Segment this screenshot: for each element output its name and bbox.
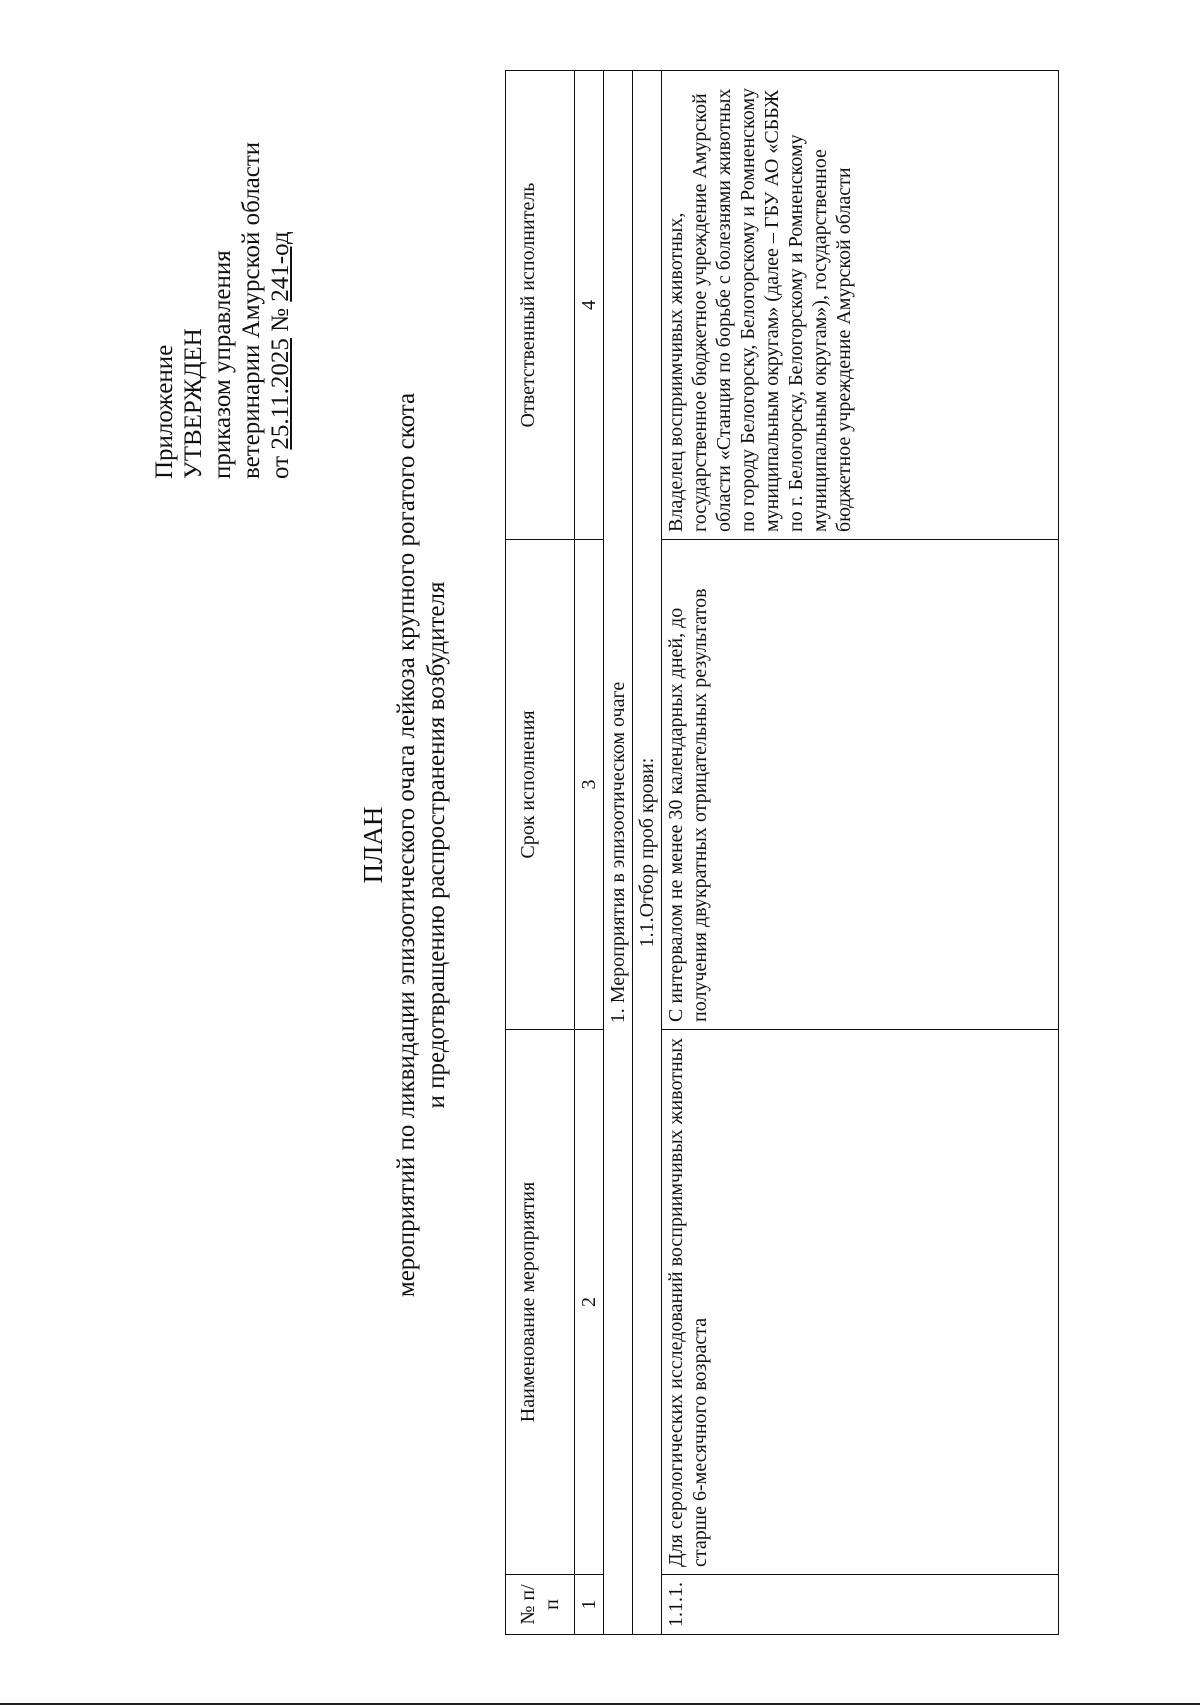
subsection-title: 1.1.Отбор проб крови:	[633, 71, 662, 1635]
subsection-row	[633, 71, 662, 1635]
approval-date: 25.11.2025	[267, 338, 294, 450]
title-line-1: мероприятий по ликвидации эпизоотического очага лейкоза крупного рогатого скота	[393, 392, 420, 1298]
date-prefix: от	[267, 449, 294, 479]
title-line-2: и предотвращению распространения возбудителя	[423, 581, 450, 1109]
title-main: ПЛАН	[358, 806, 388, 884]
row-name: Для серологических исследований восприимчивых животных старше 6-месячного возраста	[662, 1030, 1059, 1575]
header-row	[506, 71, 575, 1635]
document-title	[358, 125, 452, 1565]
colnum-2: 2	[575, 1030, 604, 1575]
approval-line-order: приказом управления	[209, 250, 236, 479]
number-prefix: №	[267, 301, 294, 339]
header-term: Срок исполнения	[506, 540, 575, 1030]
header-num: № п/п	[506, 1575, 575, 1635]
table-row	[662, 71, 1059, 1635]
approval-line-approved: УТВЕРЖДЕН	[180, 328, 207, 479]
plan-table	[505, 70, 1059, 1635]
section-row	[604, 71, 633, 1635]
approval-date-line	[266, 142, 295, 479]
approval-line-appendix: Приложение	[151, 344, 178, 479]
approval-line-department: ветеринарии Амурской области	[238, 141, 265, 479]
header-responsible: Ответственный исполнитель	[506, 71, 575, 540]
column-number-row	[575, 71, 604, 1635]
row-term: С интервалом не менее 30 календарных дней, до получения двукратных отрицательных результатов	[662, 540, 1059, 1030]
section-title: 1. Мероприятия в эпизоотическом очаге	[604, 71, 633, 1635]
colnum-3: 3	[575, 540, 604, 1030]
header-name: Наименование мероприятия	[506, 1030, 575, 1575]
row-num: 1.1.1.	[662, 1575, 1059, 1635]
colnum-4: 4	[575, 71, 604, 540]
colnum-1: 1	[575, 1575, 604, 1635]
approval-number: 241-од	[267, 231, 294, 302]
row-responsible: Владелец восприимчивых животных, государственное бюджетное учреждение Амурской области «Станция по борьбе с болезнями животных по городу Белогорску, Белогорскому и Ромненскому муниципальным округам» (далее – ГБУ АО «СББЖ по г. Белогорску, Белогорскому и Ромненскому муниципальным округам»), государственное бюджетное учреждение Амурской области	[662, 71, 1059, 540]
approval-block	[150, 142, 295, 479]
